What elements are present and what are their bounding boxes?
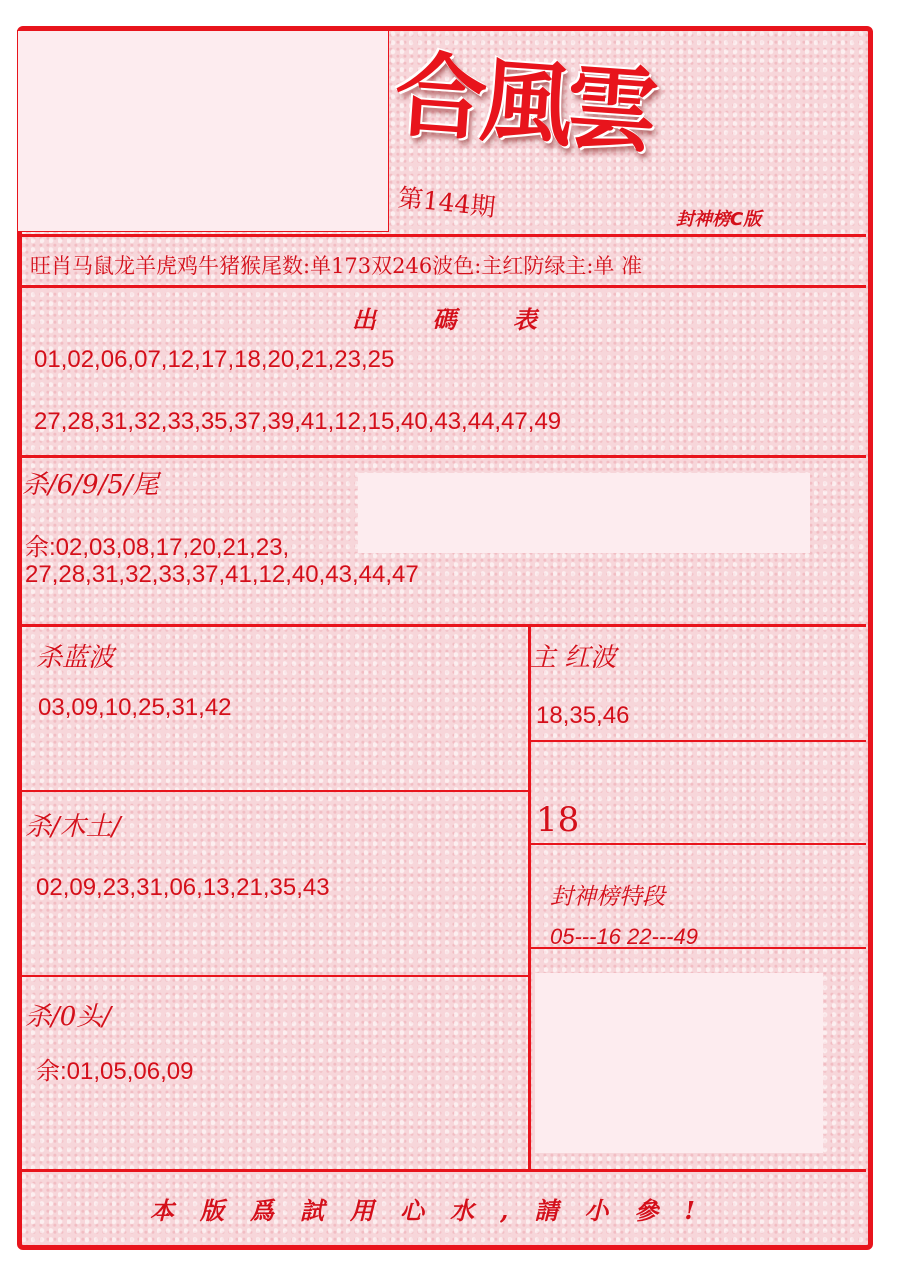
kill-blue-label: 杀蓝波 bbox=[36, 643, 115, 673]
kill-tail-rest-1: 余:02,03,08,17,20,21,23, bbox=[25, 534, 290, 561]
number-table-heading: 出 碼 表 bbox=[352, 305, 561, 334]
kill-tail-label: 杀/6/9/5/尾 bbox=[22, 470, 159, 500]
kill-blue-numbers: 03,09,10,25,31,42 bbox=[38, 694, 232, 721]
kill-head-rest: 余:01,05,06,09 bbox=[36, 1058, 194, 1085]
special-range: 05---16 22---49 bbox=[550, 924, 698, 949]
special-label: 封神榜特段 bbox=[550, 884, 665, 910]
main-red-numbers: 18,35,46 bbox=[536, 702, 630, 729]
issue-number: 第144期 bbox=[396, 182, 497, 223]
kill-tail-rest-2: 27,28,31,32,33,37,41,12,40,43,44,47 bbox=[25, 561, 419, 588]
info-line: 旺肖马鼠龙羊虎鸡牛猪猴尾数:单173双246波色:主红防绿主:单 准 bbox=[30, 254, 643, 278]
divider-left-2 bbox=[20, 975, 528, 977]
divider-right-1 bbox=[530, 740, 866, 742]
divider-left-1 bbox=[20, 790, 528, 792]
divider-footer bbox=[20, 1169, 866, 1172]
single-number: 18 bbox=[536, 800, 580, 840]
masked-logo-area bbox=[17, 30, 389, 232]
divider-vertical bbox=[528, 626, 531, 1171]
kill-element-numbers: 02,09,23,31,06,13,21,35,43 bbox=[36, 874, 330, 901]
main-red-label: 主 红波 bbox=[530, 643, 617, 673]
kill-element-label: 杀/木土/ bbox=[25, 812, 121, 842]
masked-image-area bbox=[535, 973, 823, 1153]
divider-tail bbox=[20, 624, 866, 627]
divider-table bbox=[20, 455, 866, 458]
edition-label: 封神榜C版 bbox=[676, 209, 762, 230]
divider-header bbox=[20, 234, 866, 237]
number-table-row-2: 27,28,31,32,33,35,37,39,41,12,15,40,43,44,47,49 bbox=[34, 408, 562, 435]
page-title: 合風雲 bbox=[391, 40, 656, 166]
kill-head-label: 杀/0头/ bbox=[25, 1002, 112, 1032]
divider-right-2 bbox=[530, 843, 866, 845]
number-table-row-1: 01,02,06,07,12,17,18,20,21,23,25 bbox=[34, 346, 395, 373]
masked-banner-area bbox=[358, 473, 810, 553]
divider-info bbox=[20, 285, 866, 288]
footer-note: 本版爲試用心水,請小參! bbox=[150, 1196, 721, 1225]
